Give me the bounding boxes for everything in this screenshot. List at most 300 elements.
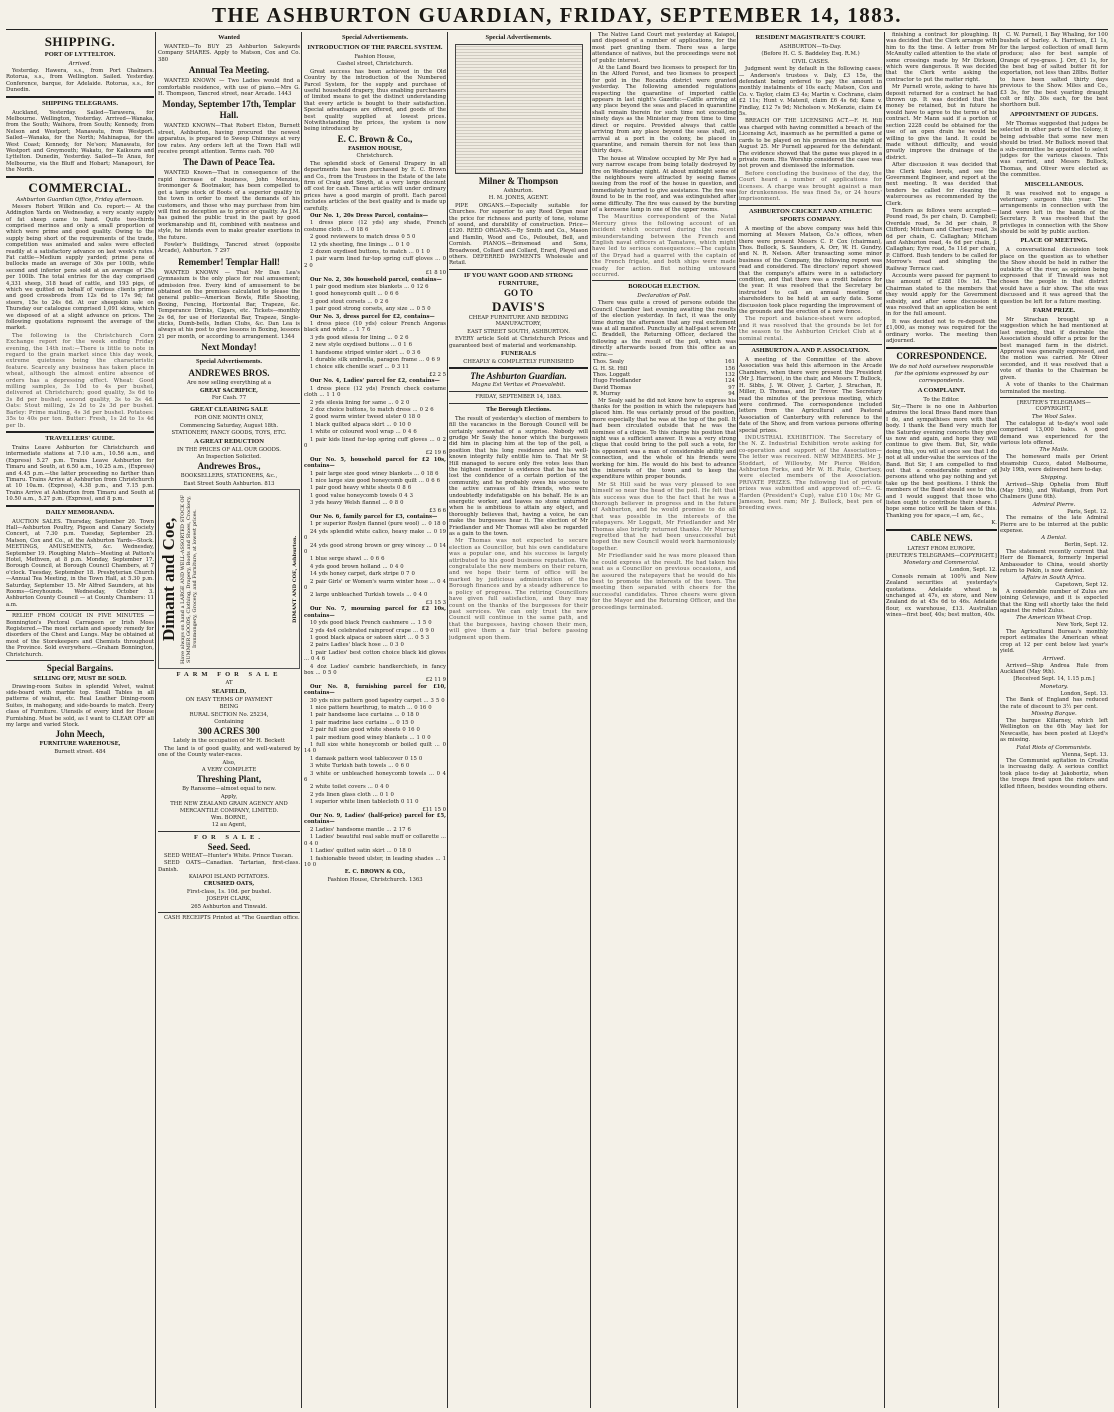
column-rule [998, 32, 999, 1408]
parcel-item: 14 yds honey carpet, dark stripe 0 7 0 [310, 571, 415, 578]
parcel-8-heading: Our No. 8, furnishing parcel for £10, contains— [304, 683, 446, 697]
divider [449, 391, 588, 392]
brown-ref: 1363 [409, 876, 423, 883]
parcel-item: 1 dress piece (12 yds) any shade, French costume cloth ... 0 18 6 [304, 220, 446, 233]
seed-wheat: SEED WHEAT—Hunter's White. Prince Tuscan. [164, 852, 293, 859]
commercial-heading: COMMERCIAL. [28, 179, 132, 195]
parcel-2-list [304, 284, 446, 313]
parcel-item: 1 white or coloured wool wrap ... 0 4 6 [310, 429, 417, 436]
arrived-body: Arrived—Ship Andrea Rule from Auckland (May 9th). [1000, 662, 1108, 675]
parcel-7-heading: Our No. 7, mourning parcel for £2 10s, contains— [304, 606, 446, 619]
correspondence-heading: CORRESPONDENCE. [896, 350, 987, 361]
shipping-heading: Shipping. [1040, 474, 1068, 481]
cable-body: Consols remain at 100¾ and New Zealand securities at yesterday's quotations. Adelaide wheat is unchanged at 47s, ex store, and New Zealand do at 45s 6d to 46s. Adelaide flour, ex warehouse, £13. Australian wines—first beef, 40s; best mutton, 40s. [886, 573, 997, 619]
clark-address [158, 904, 300, 910]
divider [449, 403, 588, 404]
parcel-item: 2 yds 4x4 celebrated rainproof crape ... 0 9 0 [310, 627, 435, 634]
admiral-dateline: Paris, Sept. 12. [1067, 508, 1108, 515]
column-rule [447, 32, 448, 1408]
parcel-9-heading: Our No. 9, Ladies' (half-price) parcel for £5, contains— [304, 813, 446, 826]
wanted-ref: 760 [263, 149, 274, 156]
roads-body: finishing a contract for ploughing. It was decided that the Clerk arrange with him to fix the time. A letter from Mr McAnulty called attention to the state of some crossings made by Mr Dickson, which were dangerous. It was decided that the Clerk write asking the contractor to put the matter right. [886, 32, 997, 83]
candidate-votes: 97 [728, 384, 735, 391]
farm-heading: FARM FOR SALE [176, 671, 282, 679]
crushed-oats: CRUSHED OATS, [203, 881, 255, 888]
parcel-8-list [304, 698, 446, 806]
parcel-item: 2 doz choice buttons, to match dress ... 0 2 6 [310, 406, 434, 413]
place-heading: PLACE OF MEETING. [1020, 237, 1088, 245]
fashion-address: Cashel street, Christchurch. [337, 61, 413, 68]
fashion-house: Fashion House, [354, 54, 396, 60]
milner-agent: H. M. JONES, AGENT. [488, 195, 549, 202]
parcel-4-total: £2 19 6 [425, 450, 446, 457]
andrewes-ref: 77 [239, 395, 247, 402]
cash-receipts: CASH RECEIPTS Printed at "The Guardian office. [164, 915, 300, 922]
parcel-item: 1 Ladies' quilted satin skirt ... 0 18 0 [310, 848, 412, 855]
nz-company: THE NEW ZEALAND GRAIN AGENCY AND MERCANTILE COMPANY, LIMITED. [170, 801, 288, 814]
poll-body: Mr Sealy said he did not know how to express his thanks for the position in which the ratepayers had placed him. He was certainly proud of the position, more especially that he was at the top of the poll. It had been circulated outside that he was the nominee of a clique. To this charge his position that night was a sufficient answer. It was a very strong clique that could bring to the poll such a vote, for his opponent was a man of considerable ability and connection, and the whole of his friends were working for him. He would do his best to advance the interests of the town and to keep the expenditure within proper bounds. [592, 397, 736, 481]
guardian-date: FRIDAY, SEPTEMBER 14, 1883. [475, 394, 562, 401]
farm-also: Also, [222, 759, 236, 766]
parcel-2-heading: Our No. 2, 30s household parcel, contains— [310, 276, 442, 283]
parcel-8-total: £11 15 0 [422, 806, 446, 813]
dimant-vertical-advert [158, 489, 300, 669]
parcel-item: 1 full size white honeycomb or boiled quilt ... 0 14 0 [304, 742, 446, 755]
parcel-item: 3 white or unbleached honeycomb towels ... 0 4 6 [304, 770, 446, 784]
parcel-item: 1 choice silk chenille scarf ... 0 3 11 [310, 364, 409, 371]
divider [158, 831, 300, 832]
association-body: INDUSTRIAL EXHIBITION. The Secretary of the N. Z. Industrial Exhibition wrote asking for co-operation and support of the Association—The letter was received. NEW MEMBERS. Mr J. Stoddart, of Willowby, Mr Pierce Weldon, Ashburton Forks, and Mr W. H. Rule, Chertsey, were elected members of the Association. PRIVATE PRIZES. The following list of private prizes was submitted and approved of:—C. G. Harden (President's Cup), value £10 10s; Mr G. Jameson, best ram; Mr J. Bullock, best pen of breeding ewes. [739, 434, 882, 512]
admiral-body: The remains of the late Admiral Pierre are to be interred at the public expense. [1000, 515, 1108, 534]
farm-place: SEAFIELD, [211, 687, 247, 695]
mails-heading: The Mails. [1039, 447, 1069, 454]
africa-body: A considerable number of Zulus are joining Cetewayo, and it is expected that the King will shortly take the field against the rebel Zulus. [1000, 588, 1108, 615]
court-body: Judgment went by default in the following cases:— Anderson's trustees v. Daly, £3 15s, the defendant being ordered to pay the amount in monthly instalments of 10s each; Matson, Cox and Co. v. Taylor, claim £3 4s; Martin v. Cochrane, claim £2 11s; Hunt v. Matenil, claim £6 4s 6d; Kane v. Findlay, £12 7s 9d; Nicholson v. McKenzie, claim £4 5s. [739, 66, 882, 118]
meech-subtitle: FURNITURE WAREHOUSE, [39, 741, 121, 748]
parcel-item: 4 doz Ladies' cambric handkerchiefs, in fancy box ... 0 5 0 [304, 663, 446, 676]
column-5 [592, 32, 736, 1408]
column-rule [884, 32, 885, 1408]
parcel-item: 2 dozen oxydised buttons, to match ... 0 1 0 [310, 248, 430, 255]
candidate-name: David Thomas [593, 384, 632, 391]
admiral-heading: Admiral Pierre. [1032, 501, 1076, 508]
roads-body: After discussion it was decided that the Clerk take levels, and see the Government Engineer, and report at the next meeting. It was decided that tenders be called for cleaning the watercourses as recommended by the Clerk. [886, 162, 997, 207]
election-heading: The Borough Elections. [485, 405, 552, 413]
parcel-item: 3 yds good silesia for lining ... 0 2 6 [310, 334, 409, 341]
cable-dateline: London, Sept. 12. [949, 567, 997, 574]
court-sub: ASHBURTON—To-Day. [779, 44, 842, 50]
dimant-body: Have always on hand a LARGE AND WELL-ASSORTED STOCK OF SUMMER GOODS, Clothing, Drapery, Boots and Shoes, Crockery, Ironmongery, Grocery, and Furniture, at lowest prices. [180, 494, 198, 664]
wanted-advert [158, 123, 300, 155]
brown-house: FASHION HOUSE, [347, 145, 403, 152]
parcel-item: 1 nice large size good honeycomb quilt ... 0 6 6 [310, 477, 441, 484]
parcel-4-heading: Our No. 4, Ladies' parcel for £2, contains— [310, 378, 440, 385]
divider [6, 96, 154, 98]
farm-occupation: Lately in the occupation of Mr H. Beckett [173, 738, 285, 745]
seed-heading: Seed. Seed. [207, 841, 251, 852]
dimant-title: Dimant and Coe, [159, 517, 178, 641]
divider [449, 367, 588, 369]
bargains-heading: Special Bargains. [46, 663, 114, 674]
masthead: THE ASHBURTON GUARDIAN, FRIDAY, SEPTEMBER 14, 1883. [212, 3, 902, 27]
special-ads-heading: Special Advertisements. [341, 34, 409, 41]
parcel-item: 24 yds good strong brown or grey wincey ... 0 14 0 [304, 542, 446, 556]
monetary-heading: Monetary. [1040, 683, 1068, 690]
parcel-item: 1 Ladies' beautiful real sable muff or collarette ... 0 4 0 [304, 834, 446, 847]
cricket-body: The report and balance-sheet were adopted, and it was resolved that the grounds be let for the season to the Ashburton Cricket Club at a nominal rental. [739, 316, 882, 342]
stationery-line: STATIONERY, FANCY GOODS, TOYS, ETC. [171, 430, 287, 437]
column-rule [737, 32, 738, 1408]
denial-heading: A Denial. [1041, 535, 1067, 542]
divider [739, 205, 882, 206]
parcel-3-total: £2 2 5 [429, 371, 446, 378]
wanted-ref: 1443 [277, 91, 292, 98]
parcel-item: 2 Ladies' handsome mantle ... 2 17 6 [310, 826, 411, 833]
brown-signature-address [304, 877, 446, 883]
meech-ref: 484 [95, 748, 106, 755]
tea-meeting-heading: Annual Tea Meeting. [188, 65, 270, 76]
meech-name: John Meech, [55, 729, 105, 740]
court-body: BREACH OF THE LICENSING ACT.—F. H. Hill was charged with having committed a breach of the Licensing Act, inasmuch as he permitted a game of cards to be played on his premises on the night of August 25. Mr Purnell appeared for the defendant. The evidence showed that the game was played in a private room. His Worship considered the case was not proven and dismissed the information. [739, 118, 882, 170]
parcel-item: 1 pair Ladies' best cotton choice black kid gloves ... 0 4 6 [304, 649, 446, 663]
arrived-heading: Arrived. [68, 61, 92, 67]
parcel-item: 1 pair kids lined fur-top spring cuff gloves ... 0 2 0 [304, 436, 446, 449]
divider [6, 176, 154, 178]
poll-intro: There was quite a crowd of persons outside the Council Chamber last evening awaiting the results of the election yesterday. In fact, it was the only time during the afternoon that any real excitement was at all manifest. Punctually at half-past seven Mr C. Braddell, the Returning Officer, declared the following as the result of the poll, which was directly afterwards issued from this office as an extra:— [592, 300, 736, 358]
wanted-text: WANTED KNOWN — Two Ladies would find a comfortable residence, with use of piano.—Mrs G. H. Thompson, Tancred street, near Arcade. [158, 78, 300, 98]
parcel-5-total: £3 6 6 [429, 507, 446, 514]
parcel-item: 2 large unbleached Turkish towels ... 0 4 0 [310, 592, 428, 599]
divider [739, 344, 882, 345]
templar-heading: Monday, September 17th, Templar Hall. [162, 99, 296, 121]
complaint-heading: A COMPLAINT. [917, 386, 966, 394]
news-paragraph: At the Land Board two licenses to prospect for tin in the Alford Forest, and two licenses to prospect for gold in the Rocanta district were granted yesterday. The following amended regulations respecting the quarantine of imported cattle appears in last night's Gazette:—Cattle arriving at any place beyond the seas and placed in quarantine shall remain therein for such time not exceeding ninety days as the Minister may from time to time direct or require. Provided always that cattle arriving from any place beyond the seas shall, on arrival at a port in the colony, be placed in quarantine, and remain therein for not less than thirty days. [592, 65, 736, 155]
column-3 [304, 32, 446, 1408]
memoranda-body: AUCTION SALES. Thursday, September 20. Town Hall—Ashburton Poultry, Pigeon and Canary Society Concert, at 7.30 p.m. Tuesday, September 25. Matson, Cox and Co., at the Ashburton Yards—Stock. MEETINGS, AMUSEMENTS, &c. Wednesday, September 19. Ploughing Match—Meeting at Patton's Hotel, Methven, at 8 p.m. Monday, September 17. Borough Council, at Borough Council Chambers, at 7 o'clock. Tuesday, September 18. Presbyterian Church—Annual Tea Meeting, in the Town Hall, at 5.30 p.m. Saturday, September 15. Mr Alfred Saunders, at his Rooms—Greyhounds. Wednesday, October 3. Ashburton County Council — at County Chambers: 11 a.m. [6, 518, 154, 608]
farm-terms: ON EASY TERMS OF PAYMENT [185, 696, 273, 703]
memoranda-heading: DAILY MEMORANDA. [45, 508, 115, 516]
column-4 [449, 32, 588, 1408]
parcel-item: 3 yds heavy Welsh flannel ... 0 8 0 [310, 500, 404, 507]
farm-being: BEING [219, 704, 239, 711]
crop-body: The Agricultural Bureau's monthly report estimates the American wheat crop at 12 per cent below last year's yield. [1000, 628, 1108, 655]
dimant-signature: DIMANT AND COE, Ashburton. [292, 535, 298, 623]
crop-dateline: New York, Sept 12. [1056, 622, 1108, 629]
divider [158, 355, 300, 356]
parcel-item: 2 yds linen glass cloth ... 0 1 0 [310, 791, 394, 798]
kaiapoi-line: KAIAPOI ISLAND POTATOES. [188, 874, 270, 880]
clearing-sub: FOR ONE MONTH ONLY, [194, 415, 264, 422]
received-line: [Received Sept. 14, 1.15 p.m.] [1013, 676, 1095, 683]
davis-name: DAVIS'S [491, 298, 546, 314]
column-rule [155, 32, 156, 1408]
parcel-item: 1 good black alpaca or sateen skirt ... 0 5 3 [310, 634, 430, 641]
candidate-name: Thos. Sealy [593, 359, 624, 366]
farm-at: AT [225, 680, 233, 687]
seed-oats: SEED OATS—Canadian. Tartarian, first-class. Danish. [158, 860, 300, 873]
divider [6, 431, 154, 433]
milner-name: Milner & Thompson [478, 176, 559, 186]
andrewes-name: Andrewes Bros., [197, 461, 261, 472]
parcel-1-list [304, 220, 446, 269]
commercial-report: Messrs Robert Wilkin and Co. report:— At the Addington Yards on Wednesday, a very scanty supply of fat sheep came to hand. Quite two-thirds comprised merinos and only a small proportion of which were prime and good quality. Owing to the supply being short of the requirements of the trade, competition was animated and sales were effected readily at a satisfactory advance on last week's rates. Fat cattle—Medium supply yarded; prime pens of bullocks made an average of 30s per 100lb, while second and inferior pens sold at an average of 25s per 100lb. The total entries for the day comprised 4,331 sheep, 318 head of cattle, and 193 pigs, of which we quitted on behalf of various clients prime and good crossbreds from 12s 6d to 17s 9d; fat steers, 15s to 24s 6d. At our sheepskin sale on Thursday our catalogue comprised 1,091 skins, which we disposed of at a slight advance on prices. The following quotations represent the average of the market. [6, 203, 154, 332]
bargains-intro: SELLING OFF, MUST BE SOLD. [33, 676, 127, 683]
africa-dateline: Capetown, Sept 12. [1055, 582, 1108, 589]
divider [449, 269, 588, 270]
andrewes-body: Are now selling everything at a [186, 380, 272, 387]
andrewes-trade: BOOKSELLERS, STATIONERS, &c., [180, 473, 278, 480]
accounts-body: Accounts were passed for payment to the amount of £288 10s 1d. The Chairman stated to the members that they would apply for the Government subsidy, and after some discussion it was resolved that an application be sent in for the full amount. [886, 273, 997, 318]
riots-body: The Communist agitation in Croatia is increasing daily. A serious conflict took place to-day at Jakobortiz, when the troops fired upon the rioters and killed fifteen, besides wounding others. [1000, 757, 1108, 790]
parcel-item: 2 good reviewers to match dress 0 5 0 [310, 234, 416, 241]
parcel-item: 1 dress piece (12 yds) French check costume cloth ... 1 1 0 [304, 385, 446, 399]
cable-sub: LATEST FROM EUROPE. [907, 545, 976, 552]
wanted-heading: Wanted [218, 34, 240, 41]
poll-body: Mr Friedlander said he was more pleased than he could express at the result. He had taken his seat as a Councillor on previous occasions, and he assured the ratepayers that he would do his best to promote the interests of the town. The meeting then separated with cheers for the successful candidates. Three cheers were given for the Mayor and the Returning Officer, and the proceedings terminated. [592, 553, 736, 611]
parcel-item: 1 good honeycomb quilt ... 0 6 6 [310, 291, 399, 298]
candidate-name: Thos. Loggatt [593, 371, 631, 378]
column-6 [739, 32, 882, 1408]
clearing-date: Commencing Saturday, August 18th. [179, 422, 279, 429]
meech-address-text: Burnett street. [54, 748, 94, 755]
parcel-item: 3 good stout corsets ... 0 2 6 [310, 298, 389, 305]
mails-body: The homeward mails per Orient steamship Cuzco, dated Melbourne, July 19th, were delivered here to-day. [1000, 454, 1108, 474]
farm-land: The land is of good quality, and well-watered by one of the County water-races. [158, 745, 300, 759]
parcel-item: 1 pair good medium size blankets ... 0 12 6 [310, 284, 429, 290]
parcel-item: 1 pr superior Roslyn flannel (pure wool) ... 0 18 0 [310, 521, 446, 528]
parcel-item: 2 yds silesia lining for same ... 0 2 0 [310, 399, 410, 406]
divider [592, 280, 736, 281]
parcel-item: 1 nice pattern hearthrug, to match ... 0 16 0 [310, 704, 432, 711]
parcel-item: 1 black quilted alpaca skirt ... 0 10 0 [310, 421, 411, 428]
davis-every: EVERY article Sold at Christchurch Prices and guaranteed best of material and workmanship. [449, 336, 588, 349]
cable-market-heading: Monetary and Commercial. [903, 560, 980, 567]
parcel-item: 2 pairs Ladies' black hose ... 0 3 0 [310, 642, 404, 649]
divider [886, 529, 997, 531]
parcel-item: 24 yds splendid white calico, heavy make ... 0 19 0 [304, 528, 446, 542]
andrewes-address-text: East Street South Ashburton. [183, 480, 263, 487]
wanted-advert [158, 270, 300, 340]
brown-body: The splendid stock of General Drapery in all departments has been purchased by E. C. Brown and Co., from the Trustees in the Estate of the late firm of Craig and Smyth, at a very large discount off cost for cash. These articles will under ordinary prices have a good margin of profit. Each parcel includes articles of the best quality and is made up carefully. [304, 160, 446, 212]
column-1 [6, 32, 154, 1408]
poll-body: Mr St Hill said he was very pleased to see himself so near the head of the poll. He felt that his success was due to the fact that he was a thorough believer in progress and in the future of Ashburton, and he would promise to do all that was possible in the interests of the ratepayers. Mr Loggatt, Mr Friedlander and Mr Thomas also briefly returned thanks. Mr Murray regretted that he had been unsuccessful but hoped the new Council would work harmoniously together. [592, 481, 736, 552]
prizes-body: C. W. Purnell, 1 Bay Whaling, for 100 bushels of barley. A. Harrison, £1 1s, for the largest collection of small farm produce; also for best sample of Orange of rye-grass. J. Orr, £1 1s, for the best bag of salted butter fit for exportation, not less than 28lbs. Butter to have been salted thirty days previous to the Show. Miles and Co., £3 3s, for the best yearling draught colt or filly. 30s each, for the best shorthorn bull. [1000, 32, 1108, 109]
divider [6, 505, 154, 507]
peace-tea-heading: The Dawn of Peace Tea. [183, 157, 275, 168]
parcel-7-list [304, 620, 446, 676]
place-body: A conversational discussion took place on the question as to whether the Show should be held in rather the outskirts of the river, as opinion being expressed that if Tinwald was not chosen the people in that district would have a fair show. The site was discussed and it was agreed that the question be left for a future meeting. [1000, 247, 1108, 305]
parcel-item: 1 pair madrine lace curtains ... 0 15 0 [310, 719, 414, 726]
news-paragraph: The Mauritius correspondent of the Natal Mercury gives the following account of an incident which occurred during the recent misunderstanding between the French and English naval officers at Tamatave, which might have led to serious consequences:—The captain of the Dryad had a quarrel with the captain of the French frigate, and both ships were made ready for action. But nothing untoward occurred. [592, 214, 736, 279]
wanted-ref: 1344 [280, 333, 295, 340]
riots-dateline: Vienna, Sept. 13. [1062, 751, 1108, 758]
missing-heading: Missing Barque. [1031, 710, 1077, 717]
remember-heading: Remember! Templar Hall! [178, 256, 280, 267]
parcel-item: 1 good value honeycomb towels 0 4 3 [310, 492, 414, 499]
horne-name: Wm. BORNE, [210, 814, 248, 821]
complaint-signature: K. [991, 520, 997, 527]
shipping-arrivals: Yesterday. Hawera, s.s., from Port Chalmers. Rotorua, s.s., from Wellington. Sailed. Yesterday. Conference, barque, for Adelaide. Rotorua, s.s., for Dunedin. [6, 68, 154, 94]
funerals-heading: FUNERALS [500, 349, 537, 357]
cricket-body: A meeting of the above company was held this morning at Messrs Matson, Co.'s offices, when there were present Messrs C. P. Cox (chairman), Thos. Bullock, S. Saunders, A. Orr, W. H. Gundry, and N. R. Nelson. After transacting some minor business of the Company, the following report was read and considered. The directors' report showed that the company's affairs were in a satisfactory condition, and that there was a credit balance for the year. It was resolved that the Secretary be instructed to call an annual meeting of shareholders to be held at an early date. Some discussion took place regarding the improvement of the grounds and the erection of a new fence. [739, 225, 882, 316]
parcel-9-list [304, 827, 446, 868]
election-body: Mr Thomas was not expected to secure election as Councillor, but his own candidature was a popular one, and his success is largely attributed to his good business reputation. We congratulate the new members on their return, and we hope their term of office will be marked by judicious administration of the Borough finances and by a steady adherence to a policy of progress. The retiring Councillors have given full satisfaction, and they may count on the thanks of the burgesses for their past services. We can only trust the new Council will continue in the same path, and that the burgesses, having chosen their men, will give them a fair trial before passing judgment upon them. [449, 538, 588, 641]
missing-body: The barque Killarney, which left Wellington on the 6th May last for Newcastle, has been posted at Lloyd's as missing. [1000, 717, 1108, 744]
cable-copyright: [REUTER'S TELEGRAMS—COPYRIGHT.] [886, 553, 997, 560]
andrewes-address [158, 481, 300, 487]
andrewes-ref: 813 [264, 480, 275, 487]
correspondence-note: We do not hold ourselves responsible for the opinions expressed by our correspondents. [889, 363, 994, 384]
travellers-heading: TRAVELLERS' GUIDE. [45, 434, 115, 442]
association-body: A meeting of the Committee of the above Association was held this afternoon in the Arcade Chambers, when there were present the President (Mr J. Harrison), in the chair, and Messrs T. Bullock, H. Sibbs, J. W. Oliver, J. Carter, J. Strachan, R. Miller, D. Thomas, and Dr Trevor. The Secretary read the minutes of the previous meeting, which were confirmed. The correspondence included letters from the Agricultural and Pastoral Association of Canterbury with reference to the date of the Show, and from various persons offering special prizes. [739, 357, 882, 434]
parcel-item: 1 handsome striped winter skirt ... 0 3 6 [310, 349, 421, 356]
parcel-7-total: £2 11 9 [425, 677, 446, 684]
parcel-item: 1 pair medium good winey blankets ... 1 0 0 [310, 734, 431, 741]
bargains-body: Drawing-room Suites in splendid Velvet, walnut side-board with marble top. Small Tables in all patterns of walnut, etc. Real Leather Dining-room Suites, in mahogany, and side-boards to match. Every class of Furniture. Utensils of every kind for House Furnishing. Must be sold, as I want to CLEAR OFF all my large and varied Stock. [6, 683, 154, 728]
candidate-name: Hugo Friedlander [593, 378, 642, 385]
brown-city: Christchurch. [356, 153, 394, 160]
cable-copyright: [REUTER'S TELEGRAMS—COPYRIGHT.] [1017, 399, 1091, 413]
threshing-heading: Threshing Plant, [196, 774, 262, 785]
borough-election-heading: BOROUGH ELECTION. [628, 283, 700, 291]
farm-section: RURAL SECTION No. 25234, [189, 711, 269, 718]
parcel-6-total: £3 15 3 [425, 599, 446, 606]
parcel-1-heading: Our No. 1, 20s Dress Parcel, contains— [310, 212, 428, 219]
divider [158, 912, 300, 913]
wool-body: The catalogue at to-day's wool sale comprised 13,000 bales. A good demand was experienced for the various lots offered. [1000, 420, 1108, 446]
poll-heading: Declaration of Poll. [637, 293, 691, 300]
agent-ref: 12 au [211, 822, 227, 829]
parcel-item: 1 dress piece (10 yds) colour French Angoras black and white ... 1 7 6 [304, 321, 446, 334]
candidate-votes: 132 [724, 371, 735, 378]
divider [158, 403, 300, 404]
clark-address-text: Ashburton and Tinwald. [202, 903, 268, 910]
andrewes-cash-text: For Cash. [211, 395, 238, 402]
funerals-sub: CHEAPLY & COMPLETELY FURNISHED [463, 358, 574, 365]
wool-heading: The Wool Sales. [1031, 413, 1077, 420]
monetary-body: The Bank of England has reduced the rate of discount to 3½ per cent. [1000, 697, 1108, 710]
divider [6, 610, 154, 611]
parcel-item: 12 yds sheeting, fine linings ... 0 1 0 [310, 241, 410, 248]
wanted-ref: 7 297 [214, 248, 230, 255]
parcel-item: 4 yds good brown holland ... 0 4 0 [310, 563, 404, 570]
brown-signature-address-text: Fashion House, Christchurch. [327, 876, 408, 883]
parcel-item: 1 damask pattern wool tablecover 0 15 0 [310, 755, 423, 762]
andrewes-cash [158, 395, 300, 401]
candidate-votes: 156 [724, 365, 735, 372]
davis-go: GO TO [504, 287, 533, 298]
meech-address [6, 749, 154, 755]
telegrams-heading: SHIPPING TELEGRAMS. [41, 99, 119, 107]
parcel-item: 1 pair good strong corsets, any size ... 0 5 0 [310, 306, 431, 313]
organ-engraving [455, 44, 583, 174]
misc-heading: MISCELLANEOUS. [1024, 180, 1084, 188]
civil-heading: CIVIL CASES. [791, 58, 830, 65]
complaint-body: Sir,—There is no one in Ashburton admires the local Brass Band more than I do, and sympathises more with that body. I thank the Band very much for the Saturday evening concerts they give us now and again, and hope they will continue to give them. But, Sir, while doing this, you will at once see that I do not at all under-value the services of the Band. But Sir, I am compelled to find out that a considerable number of persons attend who pay nothing and yet take up the best positions. I think the members of the Band should see to this, and I would suggest that those who listen ought to contribute their share. I hope some notice will be taken of this. Thanking you for space,—I am, &c., [886, 403, 997, 519]
cricket-heading: ASHBURTON CRICKET AND ATHLETIC SPORTS COMPANY. [748, 207, 873, 223]
farm-prize-body: Mr Strachan brought up a suggestion which he had mentioned at last meeting, that if desirable the Association should offer a prize for the best managed farm in the district. Approval was generally expressed, and the motion was carried. Mr Oliver seconded, and it was resolved that a vote of thanks to the Chairman be given. [1000, 317, 1108, 381]
column-8 [1000, 32, 1108, 1408]
port-heading: PORT OF LYTTELTON. [44, 51, 116, 58]
wanted-advert [158, 242, 300, 255]
special-ads-heading: Special Advertisements. [195, 358, 263, 366]
parcel-5-list [304, 471, 446, 507]
wanted-advert [158, 78, 300, 97]
parcel-item: 1 fashionable tweed ulster, in leading shades ... 1 10 0 [304, 855, 446, 868]
parcel-body: Great success has been achieved in the Old Country by the introduction of the Numbered Parcel System, for the supply and purchase of useful household drapery, thus enabling purchasers of limited means to get the distinct understanding that every article is bought to their satisfaction. Special advantages are offered, and goods of the best quality supplied at lowest prices. Notwithstanding the prices, the system is now being introduced by [304, 68, 446, 133]
candidate-votes: 124 [724, 378, 735, 385]
wanted-address: Fowler's Buildings, Tancred street (opposite Arcade), Ashburton. [158, 241, 300, 255]
judges-heading: APPOINTMENT OF JUDGES. [1010, 110, 1098, 118]
parcel-item: 10 yds good black French cashmere ... 1 5 0 [310, 620, 432, 627]
candidate-votes: 94 [728, 391, 735, 398]
farm-prize-heading: FARM PRIZE. [1032, 307, 1076, 315]
tenders-body: Tenders as follows were accepted:—Pound road, 5s per chain, D. Campbell; Overdale road, 5s 3d per chain, P. Clifford; Mitcham and Chertsey road, 3s 6d per chain, C. Callaghan; Mitcham and Ashburton road, 4s 6d per chain, J. Callaghan; Eyre road, 5s 11d per chain, P. Clifford. Bush tenders to be called for Morrow's road and shingling the Railway Terrace cast. [886, 207, 997, 272]
parcel-item: 1 durable silk umbrella, paragon frame ... 0 6 9 [310, 357, 441, 364]
masthead-rule [6, 29, 1108, 30]
parcel-6-list [304, 521, 446, 598]
crop-heading: The American Wheat Crop. [1016, 615, 1092, 622]
thanks-line: A vote of thanks to the Chairman terminated the meeting. [1000, 382, 1108, 395]
davis-address: EAST STREET SOUTH, ASHBURTON. [467, 328, 570, 335]
candidate-votes: 161 [724, 359, 735, 366]
poll-results-table [592, 359, 736, 397]
parcel-3-heading: Our No. 3, dress parcel for £2, contains— [310, 313, 435, 320]
parcel-1-total: £1 8 10 [425, 270, 446, 277]
apply-line: Apply, [220, 793, 238, 800]
monetary-dateline: London, Sept. 13. [1060, 690, 1108, 697]
parcel-item: 2 new style oxydised buttons ... 0 1 6 [310, 342, 413, 349]
parcel-item: 2 good warm winter tweed ulster 0 18 0 [310, 414, 421, 421]
africa-heading: Affairs in South Africa. [1022, 575, 1086, 582]
court-judge: (Before H. C. S. Baddeley Esq. R.M.) [761, 51, 860, 58]
relief-advert: RELIEF FROM COUGH IN FIVE MINUTES — Bonnington's Pectoral Carrageen or Irish Moss Registered.—The most certain and speedy remedy for disorders of the Chest and Lungs. May be obtained at most of the Storekeepers and Chemists throughout the Province. Sold everywhere.—Graham Bonnington, Christchurch. [6, 613, 154, 658]
parcel-3-list [304, 321, 446, 371]
accounts-body: It was decided not to re-deposit the £1,000, as money was required for the ordinary works. The meeting then adjourned. [886, 318, 997, 345]
threshing-pre: A VERY COMPLETE [201, 766, 257, 773]
roads-body: Mr Purnell wrote, asking to have his deposit returned for a contract he had thrown up. It was decided that the money be retained, but in future he would have to agree to the terms of his contract. Mr Mann said if a portion of section 2228 could be obtained for the use of an open drain he would be willing to give the land. It could be made without difficulty, and would greatly improve the drainage of the district. [886, 84, 997, 161]
clearing-heading: GREAT CLEARING SALE [190, 406, 268, 414]
court-heading: RESIDENT MAGISTRATE'S COURT. [755, 34, 866, 41]
clark-name: JOSEPH CLARK, [206, 896, 252, 903]
parcel-item: 1 superior white linen tablecloth 0 11 0 [310, 799, 419, 806]
cable-heading: CABLE NEWS. [910, 532, 973, 543]
farm-acres: 300 ACRES 300 [198, 726, 260, 737]
arrived-heading: Arrived. [1042, 655, 1066, 662]
election-body: The result of yesterday's election of members to fill the vacancies in the Borough Council will be certainly somewhat of a surprise. Nobody will grudge Mr Sealy the honor which the burgesses did him in placing him at the top of the poll, a position that his long residence and his well-known integrity fully entitle him to. That Mr St Hill managed to secure only five votes less than the highest member is evidence that he has not lost the confidence of a certain portion of the community, and he probably owes his success to the active canvass of his friends, who were undoubtedly indefatigable on his behalf. He is an energetic worker, and leaves no stone unturned when he is ambitious to attain any object, and thoroughly believes that, having a voice, he can make the burgesses hear it. The election of Mr Friedlander and Mr Thomas will also be regarded as a gain to the town. [449, 415, 588, 538]
column-rule [590, 32, 591, 1408]
column-7 [886, 32, 997, 1408]
parcel-heading: INTRODUCTION OF THE PARCEL SYSTEM. [307, 44, 443, 51]
complaint-to: To the Editor. [923, 396, 960, 403]
parcel-item: 2 pair Girls' or Women's warm winter hose ... 0 4 0 [304, 578, 446, 592]
forsale-heading: FOR SALE. [194, 833, 264, 841]
column-2 [158, 32, 300, 1408]
candidate-name: G. H. St. Hill [593, 365, 628, 372]
candidate-name: R. Murray [593, 391, 621, 398]
parcel-item: 1 pair warm lined fur-top spring cuff gloves ... 0 2 0 [304, 256, 446, 269]
parcel-item: 2 white toilet covers ... 0 4 0 [310, 784, 389, 791]
agent-line [158, 822, 300, 828]
judges-body: Mr Thomas suggested that judges be selected in other parts of the Colony, it being advisable that some new men should be tried. Mr Bullock moved that a sub-committee be appointed to select judges for the various classes. This was carried, and Messrs Bullock, Thomas, and Oliver were elected as the committee. [1000, 120, 1108, 179]
parcel-item: 30 yds nice pattern good tapestry carpet ... 3 5 0 [310, 697, 445, 704]
association-heading: ASHBURTON A. AND P. ASSOCIATION. [751, 347, 870, 355]
milner-city: Ashburton. [503, 188, 534, 194]
agent-label: Agent, [228, 822, 247, 829]
guardian-motto: Magna Est Veritas et Praevalebit. [471, 382, 566, 389]
reduction-heading: A GREAT REDUCTION [194, 437, 264, 445]
parcel-item: 1 pair large size good winey blankets ... 0 18 6 [310, 470, 439, 477]
